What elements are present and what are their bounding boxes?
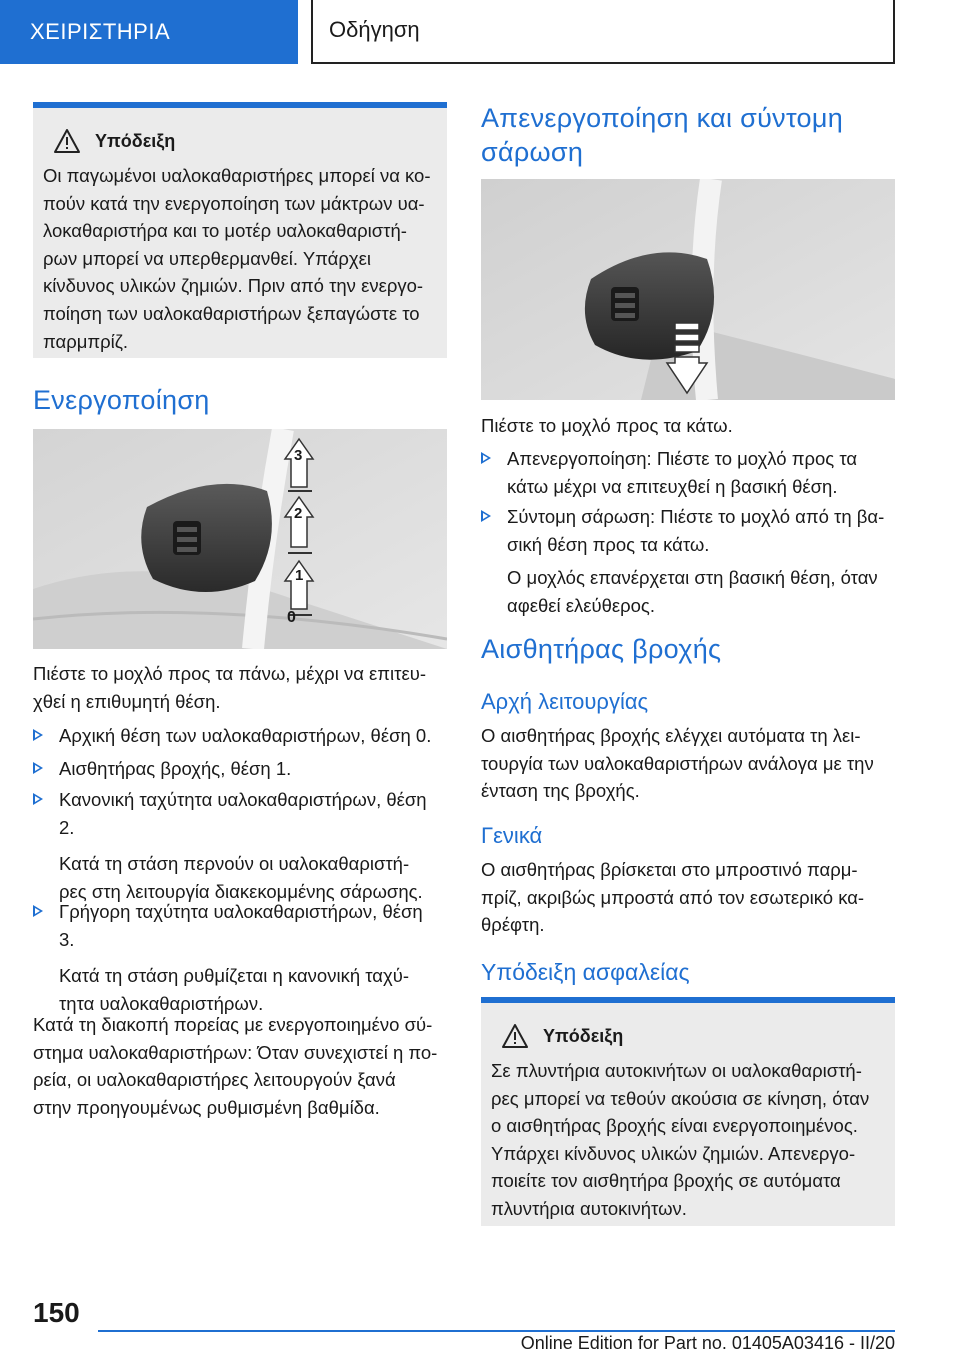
text-line: Απενεργοποίηση: Πιέστε το μοχλό προς τα (507, 448, 858, 469)
heading-activation: Ενεργοποίηση (33, 385, 210, 415)
list-item-deactivate (481, 445, 895, 500)
text-line: 2. (59, 816, 75, 838)
note-line: πλυντήρια αυτοκινήτων. (491, 1197, 687, 1219)
text-line: Ο αισθητήρας βροχής ελέγχει αυτόματα τη λει- (481, 725, 861, 746)
text-line: Κανονική ταχύτητα υαλοκαθαριστήρων, θέση (59, 789, 427, 810)
deactivation-intro: Πιέστε το μοχλό προς τα κάτω. (481, 415, 733, 436)
heading-deactivation (481, 101, 895, 169)
note-line: Υπάρχει κίνδυνος υλικών ζημιών. Απενεργο- (491, 1142, 856, 1164)
note-line: ρες μπορεί να τεθούν ακούσια σε κίνηση, όταν (491, 1087, 870, 1109)
text-line: αφεθεί ελεύθερος. (507, 594, 655, 616)
note-line: Σε πλυντήρια αυτοκινήτων οι υαλοκαθαριστή- (491, 1060, 862, 1081)
bullet-triangle-icon (33, 729, 43, 741)
warning-note-ice (33, 102, 447, 358)
lever-diagram (33, 429, 447, 649)
list-item-pos2 (33, 786, 447, 905)
text-line: Ο μοχλός επανέρχεται στη βασική θέση, όταν (507, 567, 878, 589)
note-body (43, 162, 437, 355)
bullet-triangle-icon (481, 510, 491, 522)
position-label-0: 0 (287, 609, 296, 626)
wiper-lever-down-illustration (481, 179, 895, 400)
text-line: πρίζ, ακριβώς μπροστά από τον εσωτερικό κα- (481, 886, 865, 908)
bullet-triangle-icon (33, 762, 43, 774)
page-number: 150 (33, 1297, 80, 1328)
text-line: Κατά τη στάση ρυθμίζεται η κανονική ταχύ- (59, 965, 409, 987)
note-line: ρων μπορεί να υπερθερμανθεί. Υπάρχει (43, 247, 371, 269)
wiper-lever-up-illustration (33, 429, 447, 649)
note-header (491, 1023, 885, 1049)
stop-paragraph (33, 1011, 447, 1121)
text-line: ρεία, οι υαλοκαθαριστήρες λειτουργούν ξανά (33, 1069, 396, 1091)
subheading-safety: Υπόδειξη ασφαλείας (481, 959, 690, 985)
text-line: τουργία των υαλοκαθαριστήρων ανάλογα με την (481, 752, 874, 774)
text-line: Πιέστε το μοχλό προς τα πάνω, μέχρι να επιτευ- (33, 663, 426, 684)
heading-line: σάρωση (481, 137, 584, 167)
note-header (43, 128, 437, 154)
position-label-1: 1 (295, 567, 304, 584)
note-line: ποιείτε τον αισθητήρα βροχής σε αυτόματα (491, 1170, 841, 1192)
note-title: Υπόδειξη (95, 130, 176, 151)
list-item-pos1 (33, 755, 447, 783)
list-item-short-wipe (481, 503, 895, 619)
subheading-principle: Αρχή λειτουργίας (481, 689, 649, 714)
note-line: παρμπρίζ. (43, 330, 129, 352)
note-line: πούν κατά την ενεργοποίηση των μάκτρων υα- (43, 192, 425, 214)
list-item-pos3 (33, 898, 447, 1017)
note-body (491, 1057, 885, 1223)
note-line: Οι παγωμένοι υαλοκαθαριστήρες μπορεί να κο- (43, 165, 431, 186)
text-line: Κατά τη διακοπή πορείας με ενεργοποιημένο σύ- (33, 1014, 433, 1035)
text-line: σική θέση προς τα κάτω. (507, 533, 710, 555)
text-line: Ο αισθητήρας βρίσκεται στο μπροστινό παρμ- (481, 859, 858, 880)
footer-divider (98, 1330, 895, 1332)
edition-text: Online Edition for Part no. 01405A03416 - II/20 (520, 1333, 895, 1353)
subheading-general: Γενικά (481, 823, 543, 848)
text-line: Κατά τη στάση περνούν οι υαλοκαθαριστή- (59, 853, 410, 875)
bullet-triangle-icon (33, 905, 43, 917)
text-line: 3. (59, 928, 75, 950)
bullet-triangle-icon (481, 452, 491, 464)
text-line: Σύντομη σάρωση: Πιέστε το μοχλό από τη βα- (507, 506, 885, 527)
note-line: λοκαθαριστήρα και το μοτέρ υαλοκαθαριστή- (43, 220, 407, 242)
heading-line: Απενεργοποίηση και σύντομη (481, 103, 844, 133)
heading-rain-sensor: Αισθητήρας βροχής (481, 634, 722, 664)
warning-note-carwash (481, 997, 895, 1226)
note-line: ο αισθητήρας βροχής είναι ενεργοποιημένος. (491, 1115, 858, 1137)
list-item-pos0 (33, 722, 447, 750)
position-label-3: 3 (294, 447, 303, 464)
chapter-title: Οδήγηση (311, 0, 895, 64)
bullet-triangle-icon (33, 793, 43, 805)
general-text (481, 856, 895, 939)
warning-triangle-icon (53, 128, 81, 154)
text-line: Αρχική θέση των υαλοκαθαριστήρων, θέση 0. (59, 725, 432, 746)
position-label-2: 2 (294, 505, 303, 522)
text-line: χθεί η επιθυμητή θέση. (33, 690, 221, 712)
text-line: τητα υαλοκαθαριστήρων. (59, 992, 264, 1014)
text-line: κάτω μέχρι να επιτευχθεί η βασική θέση. (507, 475, 838, 497)
text-line: στημα υαλοκαθαριστήρων: Όταν συνεχιστεί η πο- (33, 1041, 438, 1063)
text-line: ρες στη λειτουργία διακεκομμένης σάρωσης. (59, 880, 423, 902)
principle-text (481, 722, 895, 805)
lever-diagram (481, 179, 895, 400)
note-title: Υπόδειξη (543, 1025, 624, 1046)
section-tab: ΧΕΙΡΙΣΤΗΡΙΑ (0, 0, 298, 64)
text-line: στην προηγουμένως ρυθμισμένη βαθμίδα. (33, 1096, 380, 1118)
note-line: κίνδυνος υλικών ζημιών. Πριν από την ενεργο- (43, 275, 424, 297)
activation-intro (33, 660, 447, 715)
text-line: Γρήγορη ταχύτητα υαλοκαθαριστήρων, θέση (59, 901, 423, 922)
note-line: ποίηση των υαλοκαθαριστήρων ξεπαγώστε το (43, 302, 420, 324)
text-line: θρέφτη. (481, 914, 545, 936)
text-line: Αισθητήρας βροχής, θέση 1. (59, 758, 292, 779)
text-line: ένταση της βροχής. (481, 780, 640, 802)
warning-triangle-icon (501, 1023, 529, 1049)
